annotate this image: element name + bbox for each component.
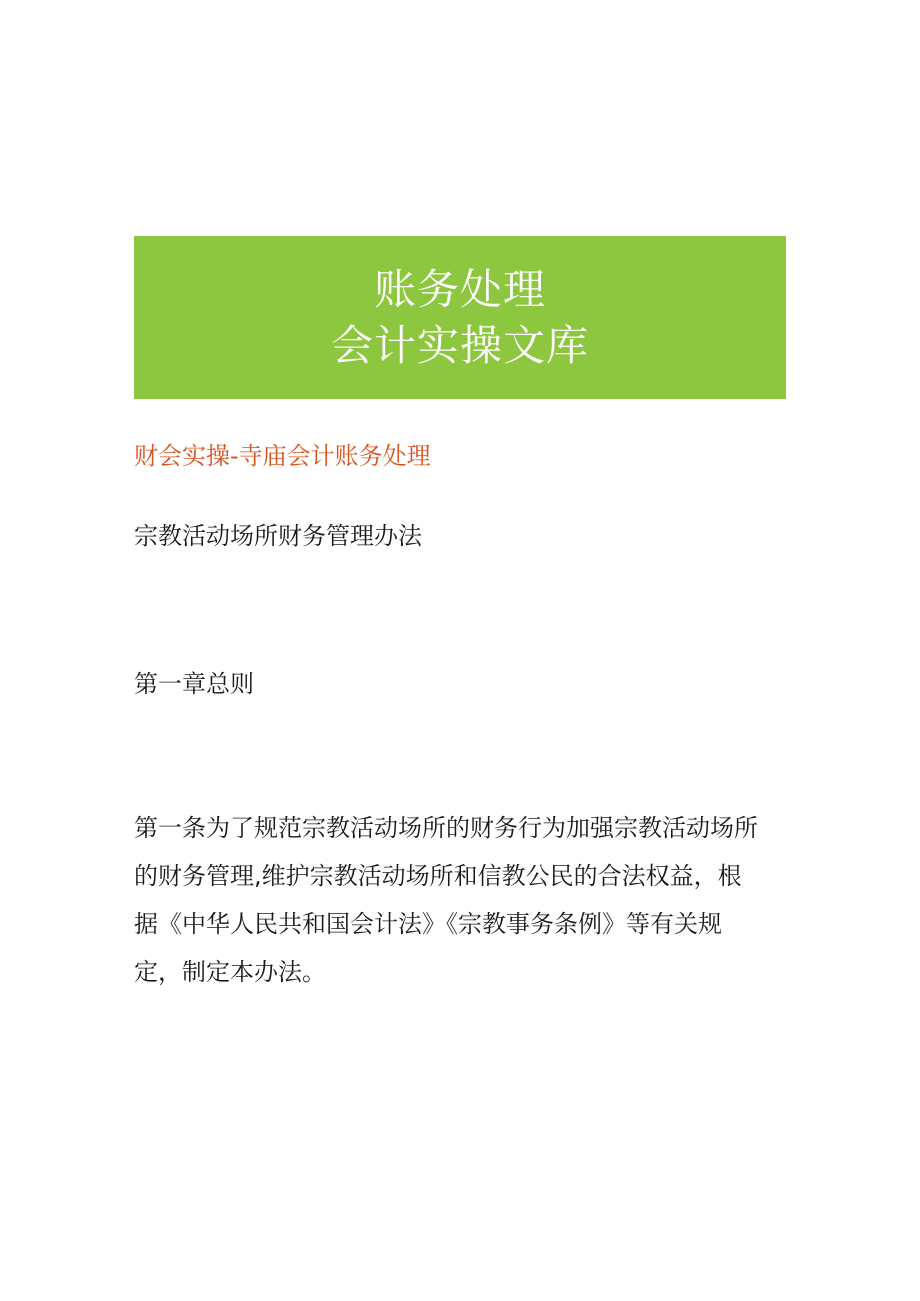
header-banner — [134, 236, 786, 399]
chapter-heading: 第一章总则 — [134, 670, 254, 698]
article-1-line: 定，制定本办法。 — [134, 958, 326, 986]
article-1-line: 据《中华人民共和国会计法》《宗教事务条例》等有关规 — [134, 910, 722, 938]
banner-title-line-2: 会计实操文库 — [330, 320, 589, 370]
document-subtitle: 财会实操-寺庙会计账务处理 — [134, 442, 431, 470]
document-title: 宗教活动场所财务管理办法 — [134, 522, 422, 550]
article-1-paragraph — [134, 804, 784, 996]
article-1-line: 的财务管理,维护宗教活动场所和信教公民的合法权益，根 — [134, 862, 742, 890]
article-1-line: 第一条为了规范宗教活动场所的财务行为加强宗教活动场所 — [134, 814, 758, 842]
banner-title-line-1: 账务处理 — [373, 264, 546, 314]
